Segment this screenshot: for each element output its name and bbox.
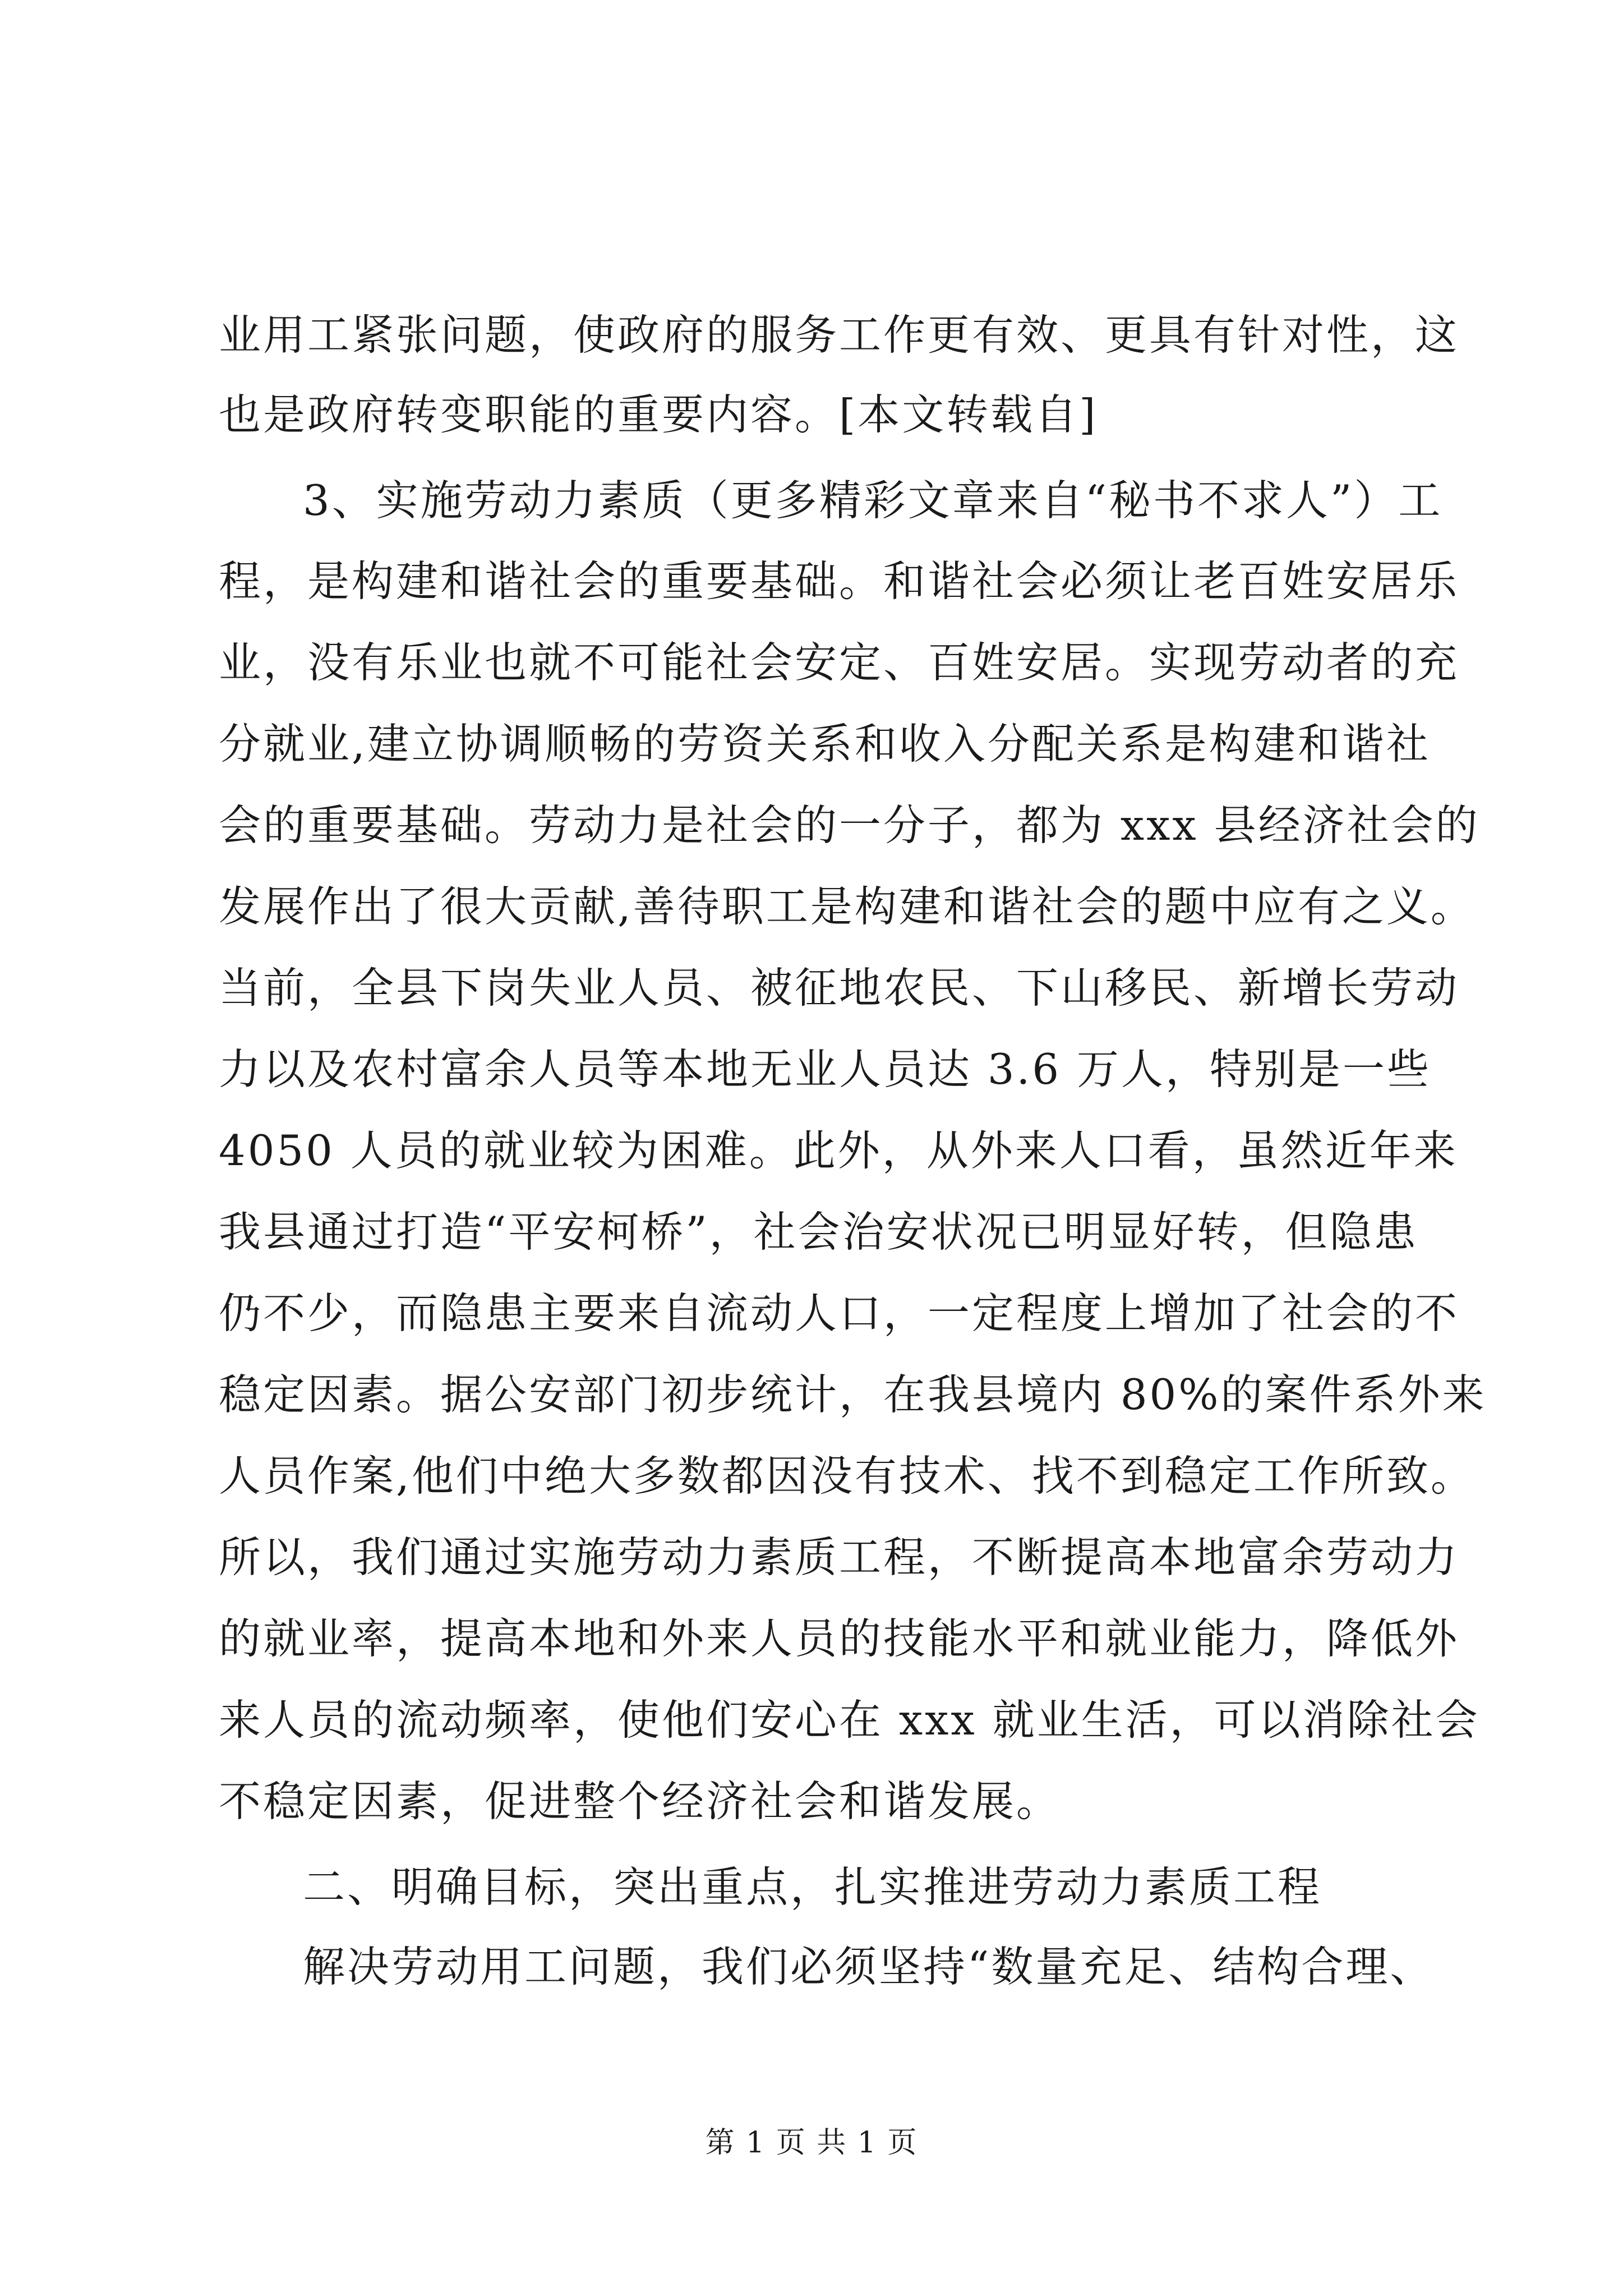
text-line: 人员作案,他们中绝大多数都因没有技术、找不到稳定工作所致。: [219, 1451, 1475, 1501]
section-heading: 二、明确目标，突出重点，扎实推进劳动力素质工程: [303, 1862, 1322, 1912]
text-line: 程，是构建和谐社会的重要基础。和谐社会必须让老百姓安居乐: [219, 556, 1460, 606]
text-line: 仍不少，而隐患主要来自流动人口，一定程度上增加了社会的不: [219, 1289, 1460, 1338]
text-line: 当前，全县下岗失业人员、被征地农民、下山移民、新增长劳动: [219, 963, 1460, 1013]
text-line: 4050 人员的就业较为困难。此外，从外来人口看，虽然近年来: [219, 1126, 1458, 1175]
text-line: 会的重要基础。劳动力是社会的一分子，都为 xxx 县经济社会的: [219, 800, 1480, 850]
text-line: 来人员的流动频率，使他们安心在 xxx 就业生活，可以消除社会: [219, 1695, 1480, 1745]
text-line: 业，没有乐业也就不可能社会安定、百姓安居。实现劳动者的充: [219, 638, 1460, 687]
page-footer: 第 1 页 共 1 页: [705, 2126, 918, 2160]
text-line: 业用工紧张问题，使政府的服务工作更有效、更具有针对性，这: [219, 310, 1460, 360]
text-line: 分就业,建立协调顺畅的劳资关系和收入分配关系是构建和谐社: [219, 719, 1431, 769]
text-line: 不稳定因素，促进整个经济社会和谐发展。: [219, 1777, 1061, 1826]
text-line: 也是政府转变职能的重要内容。[本文转载自]: [219, 390, 1098, 439]
text-line: 力以及农村富余人员等本地无业人员达 3.6 万人，特别是一些: [219, 1045, 1431, 1094]
paragraph-start-line: 3、实施劳动力素质（更多精彩文章来自“秘书不求人”）工: [303, 476, 1443, 525]
text-line: 的就业率，提高本地和外来人员的技能水平和就业能力，降低外: [219, 1614, 1460, 1663]
text-line: 稳定因素。据公安部门初步统计，在我县境内 80%的案件系外来: [219, 1370, 1487, 1419]
paragraph-start-line: 解决劳动用工问题，我们必须坚持“数量充足、结构合理、: [303, 1942, 1435, 1991]
text-line: 所以，我们通过实施劳动力素质工程，不断提高本地富余劳动力: [219, 1533, 1460, 1582]
text-line: 我县通过打造“平安柯桥”，社会治安状况已明显好转，但隐患: [219, 1207, 1418, 1257]
text-line: 发展作出了很大贡献,善待职工是构建和谐社会的题中应有之义。: [219, 882, 1475, 931]
